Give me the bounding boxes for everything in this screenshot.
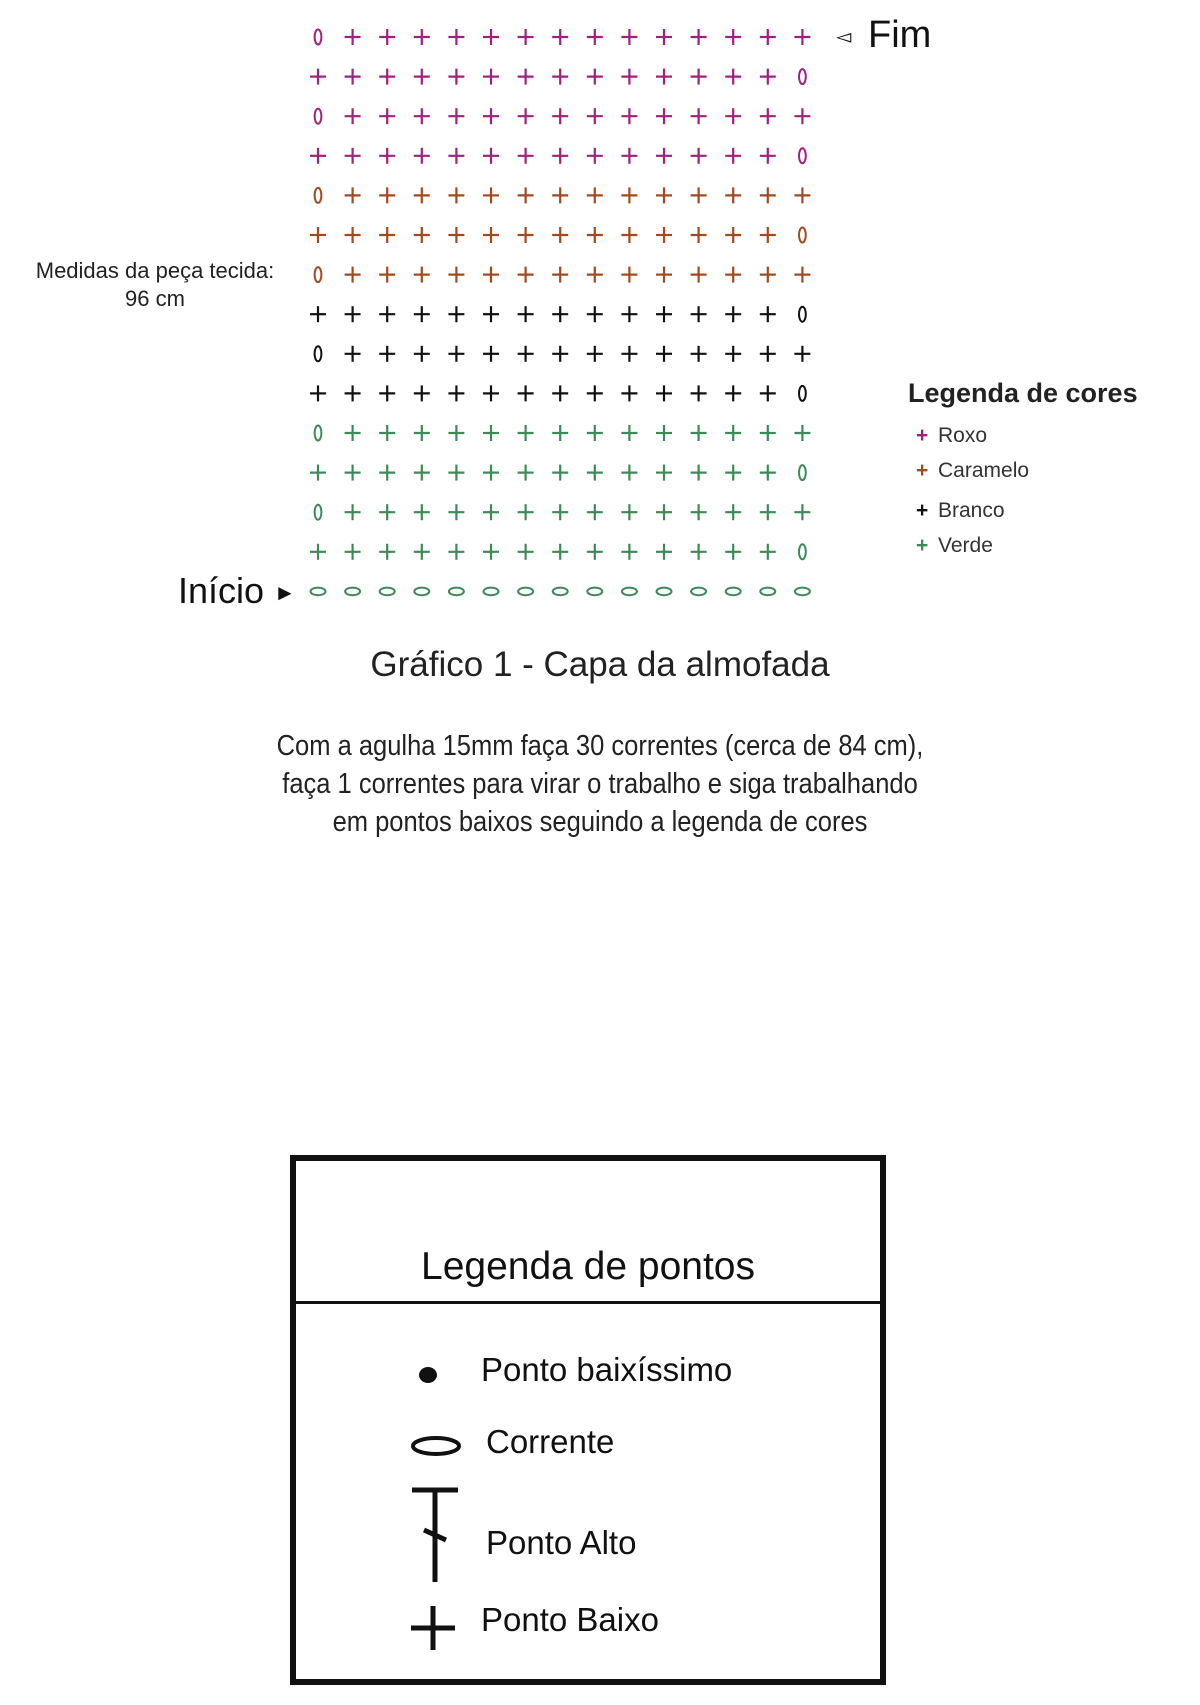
single-crochet-mark [483, 227, 499, 243]
stitch-legend-box [290, 1155, 886, 1685]
single-crochet-mark [656, 425, 672, 441]
single-crochet-mark [414, 267, 430, 283]
turning-chain-mark [799, 228, 806, 243]
single-crochet-mark [483, 187, 499, 203]
single-crochet-mark [656, 346, 672, 362]
single-crochet-mark [621, 108, 637, 124]
single-crochet-mark [414, 148, 430, 164]
stitch-legend-divider [296, 1301, 880, 1304]
single-crochet-mark [345, 465, 361, 481]
single-crochet-mark [691, 267, 707, 283]
single-crochet-mark [414, 29, 430, 45]
single-crochet-mark [518, 29, 534, 45]
single-crochet-mark [379, 465, 395, 481]
plus-icon: + [916, 459, 929, 482]
color-legend-label: Verde [938, 534, 993, 557]
single-crochet-mark [794, 425, 810, 441]
single-crochet-mark [725, 29, 741, 45]
single-crochet-mark [760, 148, 776, 164]
single-crochet-mark [518, 108, 534, 124]
single-crochet-mark [310, 227, 326, 243]
single-crochet-mark [518, 187, 534, 203]
turning-chain-mark [799, 544, 806, 559]
measurements-note [10, 257, 300, 313]
single-crochet-mark [760, 69, 776, 85]
single-crochet-mark [379, 504, 395, 520]
color-legend-item [916, 534, 993, 558]
single-crochet-mark [483, 465, 499, 481]
turning-chain-mark [315, 505, 322, 520]
turning-chain-mark [799, 307, 806, 322]
single-crochet-mark [379, 306, 395, 322]
single-crochet-mark [621, 148, 637, 164]
single-crochet-mark [552, 69, 568, 85]
single-crochet-mark [691, 29, 707, 45]
inicio-label: Início [178, 570, 265, 611]
single-crochet-mark [483, 267, 499, 283]
single-crochet-mark [518, 69, 534, 85]
color-legend-label: Roxo [938, 424, 988, 447]
single-crochet-mark [621, 187, 637, 203]
single-crochet-mark [518, 425, 534, 441]
turning-chain-mark [315, 109, 322, 124]
foundation-chain-mark [587, 588, 602, 596]
fim-arrow-icon: ◅ [836, 26, 852, 48]
single-crochet-mark [448, 306, 464, 322]
single-crochet-mark [448, 187, 464, 203]
single-crochet-mark [656, 306, 672, 322]
single-crochet-mark [760, 306, 776, 322]
single-crochet-mark [656, 504, 672, 520]
single-crochet-mark [794, 108, 810, 124]
single-crochet-mark [656, 187, 672, 203]
single-crochet-mark [414, 385, 430, 401]
single-crochet-mark [760, 29, 776, 45]
single-crochet-mark [760, 465, 776, 481]
single-crochet-mark [448, 267, 464, 283]
single-crochet-mark [656, 544, 672, 560]
single-crochet-mark [345, 29, 361, 45]
single-crochet-mark [760, 544, 776, 560]
single-crochet-mark [345, 504, 361, 520]
single-crochet-mark [587, 108, 603, 124]
single-crochet-mark [794, 504, 810, 520]
single-crochet-mark [725, 108, 741, 124]
single-crochet-mark [621, 504, 637, 520]
single-crochet-mark [345, 69, 361, 85]
single-crochet-mark [794, 187, 810, 203]
foundation-chain-mark [449, 588, 464, 596]
single-crochet-mark [552, 29, 568, 45]
single-crochet-mark [483, 544, 499, 560]
chart-title: Gráfico 1 - Capa da almofada [370, 645, 830, 684]
single-crochet-mark [725, 69, 741, 85]
single-crochet-mark [379, 425, 395, 441]
single-crochet-mark [379, 346, 395, 362]
single-crochet-mark [691, 306, 707, 322]
single-crochet-mark [552, 148, 568, 164]
single-crochet-mark [760, 108, 776, 124]
instructions-line-3: em pontos baixos seguindo a legenda de cores [332, 806, 868, 838]
single-crochet-mark [725, 267, 741, 283]
single-crochet-mark [414, 544, 430, 560]
single-crochet-mark [483, 504, 499, 520]
single-crochet-mark [552, 544, 568, 560]
single-crochet-mark [518, 465, 534, 481]
single-crochet-mark [552, 306, 568, 322]
foundation-chain-mark [380, 588, 395, 596]
single-crochet-mark [518, 385, 534, 401]
single-crochet-mark [518, 346, 534, 362]
color-legend-label: Caramelo [938, 459, 1030, 482]
single-crochet-mark [621, 544, 637, 560]
turning-chain-mark [799, 386, 806, 401]
single-crochet-mark [379, 148, 395, 164]
single-crochet-mark [587, 29, 603, 45]
single-crochet-mark [621, 425, 637, 441]
turning-chain-mark [315, 188, 322, 203]
single-crochet-mark [448, 227, 464, 243]
single-crochet-mark [448, 69, 464, 85]
single-crochet-mark [483, 148, 499, 164]
foundation-chain-mark [657, 588, 672, 596]
plus-icon: + [916, 499, 929, 522]
single-crochet-mark [691, 227, 707, 243]
single-crochet-mark [691, 148, 707, 164]
single-crochet-mark [448, 108, 464, 124]
single-crochet-mark [691, 465, 707, 481]
single-crochet-mark [621, 29, 637, 45]
single-crochet-mark [587, 69, 603, 85]
plus-icon: + [916, 424, 929, 447]
single-crochet-mark [310, 306, 326, 322]
single-crochet-mark [587, 148, 603, 164]
single-crochet-mark [448, 385, 464, 401]
single-crochet-mark [656, 465, 672, 481]
single-crochet-mark [483, 29, 499, 45]
single-crochet-mark [414, 346, 430, 362]
foundation-chain-mark [795, 588, 810, 596]
single-crochet-mark [345, 108, 361, 124]
single-crochet-mark [725, 346, 741, 362]
single-crochet-mark [414, 69, 430, 85]
single-crochet-mark [379, 544, 395, 560]
single-crochet-mark [656, 227, 672, 243]
single-crochet-mark [414, 504, 430, 520]
color-legend-title: Legenda de cores [908, 378, 1138, 408]
foundation-chain-mark [553, 588, 568, 596]
single-crochet-mark [552, 187, 568, 203]
single-crochet-mark [725, 187, 741, 203]
single-crochet-mark [310, 385, 326, 401]
inicio-arrow-icon: ► [274, 580, 296, 605]
single-crochet-mark [760, 227, 776, 243]
single-crochet-mark [414, 306, 430, 322]
instructions [248, 727, 952, 841]
single-crochet-mark [621, 385, 637, 401]
single-crochet-mark [587, 425, 603, 441]
single-crochet-mark [483, 346, 499, 362]
single-crochet-mark [414, 108, 430, 124]
instructions-line-2: faça 1 correntes para virar o trabalho e siga trabalhando [282, 768, 918, 800]
single-crochet-mark [414, 465, 430, 481]
single-crochet-mark [725, 504, 741, 520]
single-crochet-mark [345, 148, 361, 164]
single-crochet-mark [518, 306, 534, 322]
single-crochet-mark [725, 425, 741, 441]
single-crochet-mark [760, 346, 776, 362]
foundation-chain-mark [484, 588, 499, 596]
foundation-chain-mark [414, 588, 429, 596]
single-crochet-mark [310, 148, 326, 164]
single-crochet-mark [310, 69, 326, 85]
single-crochet-mark [656, 385, 672, 401]
single-crochet-mark [448, 504, 464, 520]
turning-chain-mark [799, 69, 806, 84]
single-crochet-mark [414, 227, 430, 243]
single-crochet-mark [552, 465, 568, 481]
single-crochet-mark [587, 504, 603, 520]
single-crochet-mark [656, 148, 672, 164]
single-crochet-mark [656, 29, 672, 45]
single-crochet-mark [725, 544, 741, 560]
single-crochet-mark [552, 385, 568, 401]
single-crochet-mark [379, 69, 395, 85]
single-crochet-mark [483, 69, 499, 85]
single-crochet-mark [552, 425, 568, 441]
single-crochet-mark [552, 108, 568, 124]
single-crochet-mark [414, 425, 430, 441]
instructions-line-1: Com a agulha 15mm faça 30 correntes (cerca de 84 cm), [276, 730, 924, 762]
single-crochet-mark [656, 69, 672, 85]
single-crochet-mark [587, 267, 603, 283]
single-crochet-mark [414, 187, 430, 203]
single-crochet-mark [552, 267, 568, 283]
single-crochet-mark [483, 425, 499, 441]
single-crochet-mark [379, 385, 395, 401]
single-crochet-mark [345, 425, 361, 441]
single-crochet-mark [345, 267, 361, 283]
single-crochet-mark [587, 306, 603, 322]
single-crochet-mark [760, 187, 776, 203]
stitch-legend-label: Ponto baixíssimo [481, 1351, 733, 1388]
foundation-chain-mark [691, 588, 706, 596]
single-crochet-mark [656, 267, 672, 283]
single-crochet-mark [587, 187, 603, 203]
single-crochet-mark [483, 306, 499, 322]
single-crochet-mark [379, 108, 395, 124]
single-crochet-mark [448, 425, 464, 441]
turning-chain-mark [315, 30, 322, 45]
single-crochet-mark [518, 227, 534, 243]
single-crochet-mark [310, 465, 326, 481]
single-crochet-mark [345, 544, 361, 560]
single-crochet-mark [483, 385, 499, 401]
single-crochet-mark [691, 69, 707, 85]
turning-chain-mark [315, 426, 322, 441]
single-crochet-mark [345, 227, 361, 243]
single-crochet-mark [379, 187, 395, 203]
foundation-chain-mark [311, 588, 326, 596]
single-crochet-mark [345, 385, 361, 401]
single-crochet-mark [345, 306, 361, 322]
single-crochet-mark [691, 425, 707, 441]
single-crochet-mark [725, 148, 741, 164]
single-crochet-mark [483, 108, 499, 124]
single-crochet-mark [552, 504, 568, 520]
plus-icon: + [916, 534, 929, 557]
stitch-legend-label: Corrente [486, 1423, 615, 1460]
single-crochet-mark [379, 267, 395, 283]
single-crochet-mark [725, 227, 741, 243]
single-crochet-mark [725, 306, 741, 322]
single-crochet-mark [310, 544, 326, 560]
fim-label: Fim [868, 14, 932, 56]
single-crochet-mark [621, 465, 637, 481]
foundation-chain-mark [518, 588, 533, 596]
single-crochet-mark [794, 29, 810, 45]
color-legend-label: Branco [938, 499, 1005, 522]
turning-chain-mark [315, 267, 322, 282]
single-crochet-mark [794, 346, 810, 362]
double-crochet-icon [408, 1486, 464, 1586]
turning-chain-mark [799, 465, 806, 480]
single-crochet-mark [518, 544, 534, 560]
single-crochet-mark [621, 227, 637, 243]
color-legend-item [916, 459, 1029, 483]
turning-chain-mark [799, 148, 806, 163]
color-legend-item [916, 499, 1005, 523]
single-crochet-mark [345, 187, 361, 203]
single-crochet-mark [621, 69, 637, 85]
single-crochet-mark [518, 267, 534, 283]
single-crochet-mark [448, 29, 464, 45]
measurements-line-1: Medidas da peça tecida: [35, 258, 275, 283]
single-crochet-mark [691, 108, 707, 124]
single-crochet-mark [587, 346, 603, 362]
single-crochet-mark [656, 108, 672, 124]
single-crochet-mark [587, 544, 603, 560]
single-crochet-mark [518, 504, 534, 520]
stitch-legend-label: Ponto Alto [486, 1524, 637, 1561]
color-legend-item [916, 424, 987, 448]
measurements-line-2: 96 cm [125, 286, 185, 311]
plus-icon [408, 1603, 458, 1653]
single-crochet-mark [621, 267, 637, 283]
single-crochet-mark [621, 306, 637, 322]
foundation-chain-mark [345, 588, 360, 596]
stitch-legend-title: Legenda de pontos [421, 1245, 755, 1288]
single-crochet-mark [760, 425, 776, 441]
single-crochet-mark [691, 346, 707, 362]
single-crochet-mark [552, 227, 568, 243]
single-crochet-mark [552, 346, 568, 362]
single-crochet-mark [448, 346, 464, 362]
single-crochet-mark [794, 267, 810, 283]
turning-chain-mark [315, 346, 322, 361]
single-crochet-mark [621, 346, 637, 362]
single-crochet-mark [760, 504, 776, 520]
single-crochet-mark [691, 544, 707, 560]
stitch-legend-label: Ponto Baixo [481, 1601, 659, 1638]
single-crochet-mark [448, 544, 464, 560]
single-crochet-mark [691, 187, 707, 203]
single-crochet-mark [760, 267, 776, 283]
single-crochet-mark [725, 465, 741, 481]
foundation-chain-mark [726, 588, 741, 596]
single-crochet-mark [448, 465, 464, 481]
single-crochet-mark [587, 227, 603, 243]
single-crochet-mark [725, 385, 741, 401]
single-crochet-mark [448, 148, 464, 164]
single-crochet-mark [691, 385, 707, 401]
single-crochet-mark [691, 504, 707, 520]
oval-icon [408, 1433, 464, 1459]
single-crochet-mark [587, 465, 603, 481]
dot-icon [416, 1361, 440, 1385]
single-crochet-mark [379, 29, 395, 45]
single-crochet-mark [379, 227, 395, 243]
single-crochet-mark [760, 385, 776, 401]
foundation-chain-mark [622, 588, 637, 596]
single-crochet-mark [345, 346, 361, 362]
single-crochet-mark [587, 385, 603, 401]
foundation-chain-mark [760, 588, 775, 596]
single-crochet-mark [518, 148, 534, 164]
